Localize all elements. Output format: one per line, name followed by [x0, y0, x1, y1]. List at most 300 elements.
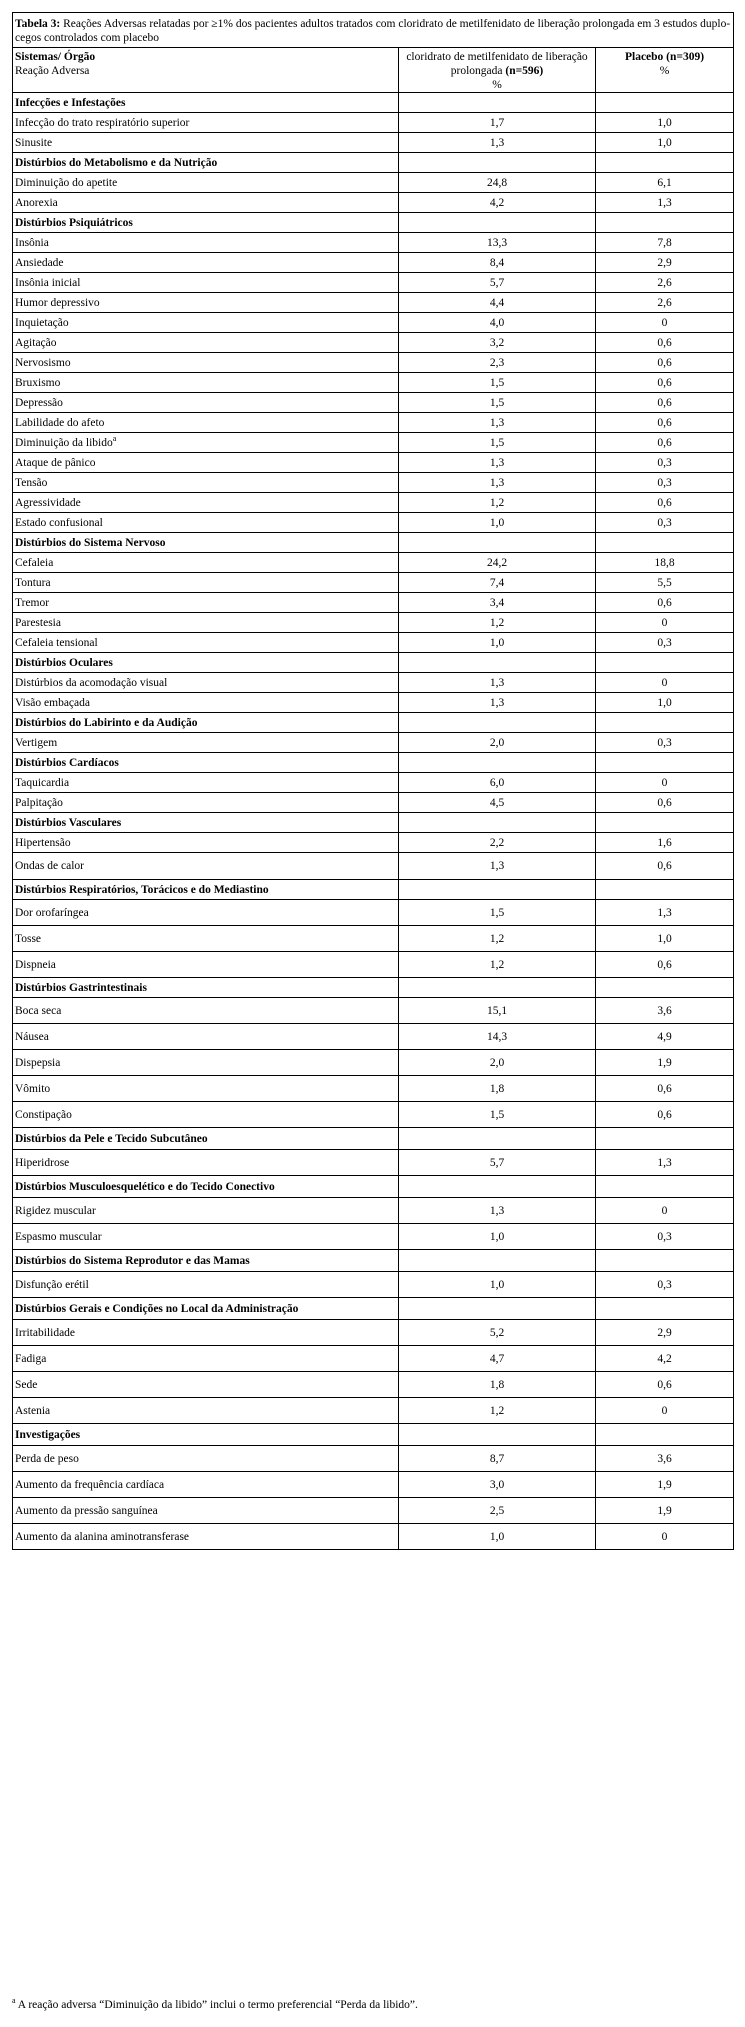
footnote-text: A reação adversa “Diminuição da libido” inclui o termo preferencial “Perda da libido”. [15, 1999, 418, 2011]
empty-cell [596, 653, 734, 673]
category-row [13, 1176, 734, 1198]
reaction-cell [13, 493, 399, 513]
empty-cell [399, 1424, 596, 1446]
placebo-value: 1,9 [596, 1472, 734, 1498]
reaction-name: Depressão [15, 396, 63, 409]
table-header-row [13, 48, 734, 93]
table-row [13, 693, 734, 713]
reaction-name: Rigidez muscular [15, 1204, 96, 1217]
empty-cell [596, 753, 734, 773]
placebo-value: 0,6 [596, 952, 734, 978]
category-label: Distúrbios Musculoesquelético e do Tecido Conectivo [13, 1176, 399, 1198]
table-row [13, 853, 734, 880]
methylphenidate-value: 1,2 [399, 613, 596, 633]
reaction-cell [13, 793, 399, 813]
placebo-value: 2,9 [596, 253, 734, 273]
reaction-cell [13, 773, 399, 793]
table-row [13, 952, 734, 978]
empty-cell [596, 1298, 734, 1320]
header-methylphenidate-line1: cloridrato de metilfenidato de liberação [406, 51, 588, 63]
methylphenidate-value: 8,7 [399, 1446, 596, 1472]
reaction-name: Tensão [15, 476, 48, 489]
methylphenidate-value: 2,5 [399, 1498, 596, 1524]
reaction-cell [13, 513, 399, 533]
category-row [13, 713, 734, 733]
category-row [13, 1250, 734, 1272]
methylphenidate-value: 1,0 [399, 513, 596, 533]
placebo-value: 0,6 [596, 373, 734, 393]
reaction-cell [13, 233, 399, 253]
table-row [13, 1320, 734, 1346]
methylphenidate-value: 1,3 [399, 853, 596, 880]
placebo-value: 0 [596, 673, 734, 693]
empty-cell [399, 978, 596, 998]
placebo-value: 1,0 [596, 133, 734, 153]
table-row [13, 273, 734, 293]
placebo-value: 0,6 [596, 853, 734, 880]
reaction-name: Vômito [15, 1082, 51, 1095]
empty-cell [399, 880, 596, 900]
methylphenidate-value: 14,3 [399, 1024, 596, 1050]
reaction-cell [13, 393, 399, 413]
methylphenidate-value: 1,0 [399, 1272, 596, 1298]
methylphenidate-value: 1,5 [399, 900, 596, 926]
placebo-value: 0,6 [596, 1372, 734, 1398]
empty-cell [399, 813, 596, 833]
table-row [13, 1050, 734, 1076]
empty-cell [596, 1250, 734, 1272]
reaction-name: Boca seca [15, 1004, 62, 1017]
reaction-name: Fadiga [15, 1352, 47, 1365]
table-row [13, 733, 734, 753]
reaction-name: Tontura [15, 576, 51, 589]
reaction-cell [13, 1272, 399, 1298]
reaction-cell [13, 613, 399, 633]
methylphenidate-value: 1,2 [399, 1398, 596, 1424]
category-label: Distúrbios Cardíacos [13, 753, 399, 773]
methylphenidate-value: 2,3 [399, 353, 596, 373]
reaction-name: Perda de peso [15, 1452, 79, 1465]
header-placebo-unit: % [659, 65, 670, 77]
placebo-value: 0,3 [596, 513, 734, 533]
placebo-value: 2,9 [596, 1320, 734, 1346]
reaction-name: Insônia [15, 236, 49, 249]
empty-cell [596, 713, 734, 733]
table-row [13, 1024, 734, 1050]
table-row [13, 373, 734, 393]
reaction-name: Palpitação [15, 796, 63, 809]
reaction-name: Insônia inicial [15, 276, 81, 289]
placebo-value: 7,8 [596, 233, 734, 253]
table-row [13, 513, 734, 533]
header-placebo [596, 48, 734, 93]
empty-cell [596, 213, 734, 233]
placebo-value: 1,0 [596, 113, 734, 133]
empty-cell [596, 93, 734, 113]
reaction-name: Irritabilidade [15, 1326, 76, 1339]
category-label: Distúrbios Gerais e Condições no Local da Administração [13, 1298, 399, 1320]
table-row [13, 233, 734, 253]
placebo-value: 1,3 [596, 900, 734, 926]
category-row [13, 653, 734, 673]
methylphenidate-value: 1,5 [399, 433, 596, 453]
table-row [13, 1372, 734, 1398]
placebo-value: 0 [596, 1398, 734, 1424]
table-row [13, 1076, 734, 1102]
reaction-cell [13, 633, 399, 653]
reaction-name: Sede [15, 1378, 38, 1391]
reaction-name: Dispneia [15, 958, 56, 971]
table-row [13, 1398, 734, 1424]
methylphenidate-value: 1,7 [399, 113, 596, 133]
methylphenidate-value: 5,7 [399, 1150, 596, 1176]
methylphenidate-value: 1,0 [399, 1524, 596, 1550]
empty-cell [596, 153, 734, 173]
methylphenidate-value: 13,3 [399, 233, 596, 253]
reaction-cell [13, 833, 399, 853]
category-label: Distúrbios da Pele e Tecido Subcutâneo [13, 1128, 399, 1150]
table-row [13, 1346, 734, 1372]
placebo-value: 1,9 [596, 1498, 734, 1524]
methylphenidate-value: 1,2 [399, 926, 596, 952]
empty-cell [596, 978, 734, 998]
placebo-value: 1,3 [596, 1150, 734, 1176]
reaction-cell [13, 433, 399, 453]
placebo-value: 0,6 [596, 1076, 734, 1102]
methylphenidate-value: 1,8 [399, 1076, 596, 1102]
reaction-name: Tremor [15, 596, 50, 609]
methylphenidate-value: 1,0 [399, 633, 596, 653]
table-row [13, 573, 734, 593]
category-row [13, 1424, 734, 1446]
table-row [13, 633, 734, 653]
caption-text: Reações Adversas relatadas por ≥1% dos pacientes adultos tratados com cloridrato de metilfenidato de liberação prolongada em 3 estudos duplo-cegos controlados com placebo [15, 18, 731, 44]
reaction-cell [13, 853, 399, 880]
reaction-cell [13, 473, 399, 493]
header-methylphenidate-line2: prolongada [450, 65, 506, 77]
placebo-value: 0,3 [596, 733, 734, 753]
reaction-cell [13, 1524, 399, 1550]
reaction-name: Aumento da alanina aminotransferase [15, 1530, 190, 1543]
table-row [13, 413, 734, 433]
table-row [13, 773, 734, 793]
placebo-value: 0,3 [596, 1224, 734, 1250]
category-row [13, 213, 734, 233]
table-row [13, 1446, 734, 1472]
table-caption [13, 13, 734, 48]
category-label: Distúrbios do Sistema Nervoso [13, 533, 399, 553]
reaction-cell [13, 453, 399, 473]
reaction-cell [13, 1498, 399, 1524]
category-row [13, 153, 734, 173]
empty-cell [596, 1176, 734, 1198]
reaction-cell [13, 1398, 399, 1424]
reaction-name: Agressividade [15, 496, 81, 509]
placebo-value: 0,3 [596, 453, 734, 473]
empty-cell [596, 533, 734, 553]
reaction-cell [13, 926, 399, 952]
empty-cell [399, 213, 596, 233]
reaction-cell [13, 998, 399, 1024]
reaction-cell [13, 1024, 399, 1050]
reaction-name: Distúrbios da acomodação visual [15, 676, 168, 689]
table-row [13, 793, 734, 813]
category-label: Distúrbios Respiratórios, Torácicos e do Mediastino [13, 880, 399, 900]
placebo-value: 0 [596, 773, 734, 793]
placebo-value: 4,2 [596, 1346, 734, 1372]
category-label: Distúrbios Vasculares [13, 813, 399, 833]
table-row [13, 313, 734, 333]
table-footnote [12, 1998, 418, 2012]
reaction-name: Aumento da frequência cardíaca [15, 1478, 165, 1491]
placebo-value: 0,3 [596, 1272, 734, 1298]
placebo-value: 6,1 [596, 173, 734, 193]
placebo-value: 0 [596, 613, 734, 633]
table-row [13, 1524, 734, 1550]
reaction-cell [13, 952, 399, 978]
reaction-cell [13, 193, 399, 213]
methylphenidate-value: 1,5 [399, 1102, 596, 1128]
reaction-cell [13, 1472, 399, 1498]
reaction-cell [13, 1372, 399, 1398]
methylphenidate-value: 1,8 [399, 1372, 596, 1398]
placebo-value: 2,6 [596, 273, 734, 293]
table-row [13, 333, 734, 353]
category-label: Distúrbios do Metabolismo e da Nutrição [13, 153, 399, 173]
reaction-cell [13, 1320, 399, 1346]
reaction-cell [13, 900, 399, 926]
empty-cell [399, 153, 596, 173]
table-row [13, 593, 734, 613]
table-row [13, 1472, 734, 1498]
reaction-cell [13, 373, 399, 393]
header-methylphenidate-unit: % [492, 79, 502, 91]
reaction-name: Taquicardia [15, 776, 70, 789]
table-row [13, 998, 734, 1024]
placebo-value: 5,5 [596, 573, 734, 593]
empty-cell [399, 1176, 596, 1198]
category-label: Investigações [13, 1424, 399, 1446]
table-row [13, 553, 734, 573]
reaction-name: Ondas de calor [15, 860, 84, 872]
placebo-value: 0,6 [596, 793, 734, 813]
category-row [13, 753, 734, 773]
table-row [13, 473, 734, 493]
table-row [13, 673, 734, 693]
empty-cell [399, 653, 596, 673]
placebo-value: 18,8 [596, 553, 734, 573]
reaction-name: Ansiedade [15, 256, 64, 269]
reaction-cell [13, 1346, 399, 1372]
reaction-name: Espasmo muscular [15, 1230, 102, 1243]
empty-cell [399, 713, 596, 733]
table-row [13, 113, 734, 133]
table-row [13, 433, 734, 453]
methylphenidate-value: 7,4 [399, 573, 596, 593]
adverse-reactions-table [12, 12, 734, 1550]
reaction-cell [13, 1198, 399, 1224]
reaction-name: Agitação [15, 336, 57, 349]
placebo-value: 2,6 [596, 293, 734, 313]
empty-cell [399, 753, 596, 773]
reaction-name: Inquietação [15, 316, 69, 329]
header-system-organ [13, 48, 399, 93]
reaction-cell [13, 1076, 399, 1102]
table-row [13, 393, 734, 413]
category-label: Infecções e Infestações [13, 93, 399, 113]
methylphenidate-value: 3,2 [399, 333, 596, 353]
category-row [13, 533, 734, 553]
methylphenidate-value: 5,2 [399, 1320, 596, 1346]
reaction-name: Cefaleia [15, 556, 54, 569]
reaction-name: Disfunção erétil [15, 1278, 89, 1291]
methylphenidate-value: 8,4 [399, 253, 596, 273]
reaction-cell [13, 553, 399, 573]
reaction-cell [13, 1050, 399, 1076]
methylphenidate-value: 2,0 [399, 733, 596, 753]
reaction-name: Hipertensão [15, 836, 71, 849]
placebo-value: 0,3 [596, 633, 734, 653]
reaction-name: Astenia [15, 1404, 51, 1417]
table-row [13, 133, 734, 153]
empty-cell [399, 1250, 596, 1272]
table-row [13, 833, 734, 853]
table-row [13, 1272, 734, 1298]
category-label: Distúrbios Oculares [13, 653, 399, 673]
table-row [13, 453, 734, 473]
reaction-cell [13, 693, 399, 713]
table-caption-row [13, 13, 734, 48]
methylphenidate-value: 3,0 [399, 1472, 596, 1498]
table-row [13, 353, 734, 373]
methylphenidate-value: 1,3 [399, 133, 596, 153]
table-row [13, 1150, 734, 1176]
table-row [13, 613, 734, 633]
empty-cell [399, 93, 596, 113]
methylphenidate-value: 24,8 [399, 173, 596, 193]
methylphenidate-value: 1,3 [399, 1198, 596, 1224]
table-row [13, 493, 734, 513]
methylphenidate-value: 24,2 [399, 553, 596, 573]
footnote-marker-ref: a [112, 433, 117, 443]
category-row [13, 978, 734, 998]
table-row [13, 900, 734, 926]
reaction-cell [13, 573, 399, 593]
methylphenidate-value: 1,5 [399, 393, 596, 413]
reaction-cell [13, 1224, 399, 1250]
header-methylphenidate-n: (n=596) [505, 65, 544, 77]
placebo-value: 0 [596, 313, 734, 333]
reaction-cell [13, 673, 399, 693]
table-row [13, 293, 734, 313]
placebo-value: 0,6 [596, 393, 734, 413]
header-adverse-reaction-label: Reação Adversa [15, 65, 90, 77]
reaction-name: Cefaleia tensional [15, 636, 98, 649]
table-row [13, 1102, 734, 1128]
placebo-value: 1,0 [596, 926, 734, 952]
methylphenidate-value: 1,3 [399, 453, 596, 473]
category-label: Distúrbios Psiquiátricos [13, 213, 399, 233]
empty-cell [399, 1298, 596, 1320]
reaction-cell [13, 593, 399, 613]
methylphenidate-value: 1,2 [399, 952, 596, 978]
methylphenidate-value: 6,0 [399, 773, 596, 793]
methylphenidate-value: 1,5 [399, 373, 596, 393]
placebo-value: 0,6 [596, 433, 734, 453]
header-placebo-label: Placebo (n=309) [624, 51, 705, 63]
reaction-name: Tosse [15, 932, 42, 945]
reaction-name: Dor orofaríngea [15, 906, 89, 919]
category-row [13, 1298, 734, 1320]
reaction-cell [13, 173, 399, 193]
reaction-cell [13, 733, 399, 753]
table-row [13, 1224, 734, 1250]
caption-label: Tabela 3: [15, 18, 61, 30]
placebo-value: 1,0 [596, 693, 734, 713]
reaction-name: Nervosismo [15, 356, 71, 369]
methylphenidate-value: 5,7 [399, 273, 596, 293]
category-label: Distúrbios do Sistema Reprodutor e das Mamas [13, 1250, 399, 1272]
reaction-name: Visão embaçada [15, 696, 90, 709]
category-label: Distúrbios do Labirinto e da Audição [13, 713, 399, 733]
methylphenidate-value: 4,0 [399, 313, 596, 333]
placebo-value: 0,3 [596, 473, 734, 493]
placebo-value: 3,6 [596, 1446, 734, 1472]
reaction-name: Hiperidrose [15, 1156, 70, 1169]
empty-cell [596, 1128, 734, 1150]
placebo-value: 0,6 [596, 413, 734, 433]
reaction-name: Labilidade do afeto [15, 416, 105, 429]
reaction-name: Estado confusional [15, 516, 103, 529]
table-row [13, 926, 734, 952]
placebo-value: 0,6 [596, 353, 734, 373]
reaction-name: Vertigem [15, 736, 58, 749]
table-row [13, 193, 734, 213]
methylphenidate-value: 2,2 [399, 833, 596, 853]
reaction-name: Diminuição da libido [15, 436, 113, 449]
reaction-name: Sinusite [15, 136, 53, 149]
methylphenidate-value: 1,2 [399, 493, 596, 513]
empty-cell [596, 880, 734, 900]
reaction-name: Constipação [15, 1108, 72, 1121]
category-label: Distúrbios Gastrintestinais [13, 978, 399, 998]
reaction-cell [13, 113, 399, 133]
placebo-value: 1,6 [596, 833, 734, 853]
table-row [13, 253, 734, 273]
placebo-value: 0,6 [596, 593, 734, 613]
reaction-name: Anorexia [15, 196, 58, 209]
methylphenidate-value: 4,7 [399, 1346, 596, 1372]
reaction-name: Dispepsia [15, 1056, 61, 1069]
table-row [13, 173, 734, 193]
reaction-name: Parestesia [15, 616, 61, 629]
reaction-cell [13, 1150, 399, 1176]
reaction-cell [13, 413, 399, 433]
reaction-name: Infecção do trato respiratório superior [15, 116, 190, 129]
header-methylphenidate [399, 48, 596, 93]
placebo-value: 0 [596, 1198, 734, 1224]
methylphenidate-value: 4,5 [399, 793, 596, 813]
reaction-cell [13, 313, 399, 333]
empty-cell [399, 1128, 596, 1150]
methylphenidate-value: 1,3 [399, 413, 596, 433]
methylphenidate-value: 4,2 [399, 193, 596, 213]
empty-cell [596, 813, 734, 833]
methylphenidate-value: 1,3 [399, 693, 596, 713]
methylphenidate-value: 1,3 [399, 673, 596, 693]
reaction-cell [13, 1446, 399, 1472]
placebo-value: 0 [596, 1524, 734, 1550]
